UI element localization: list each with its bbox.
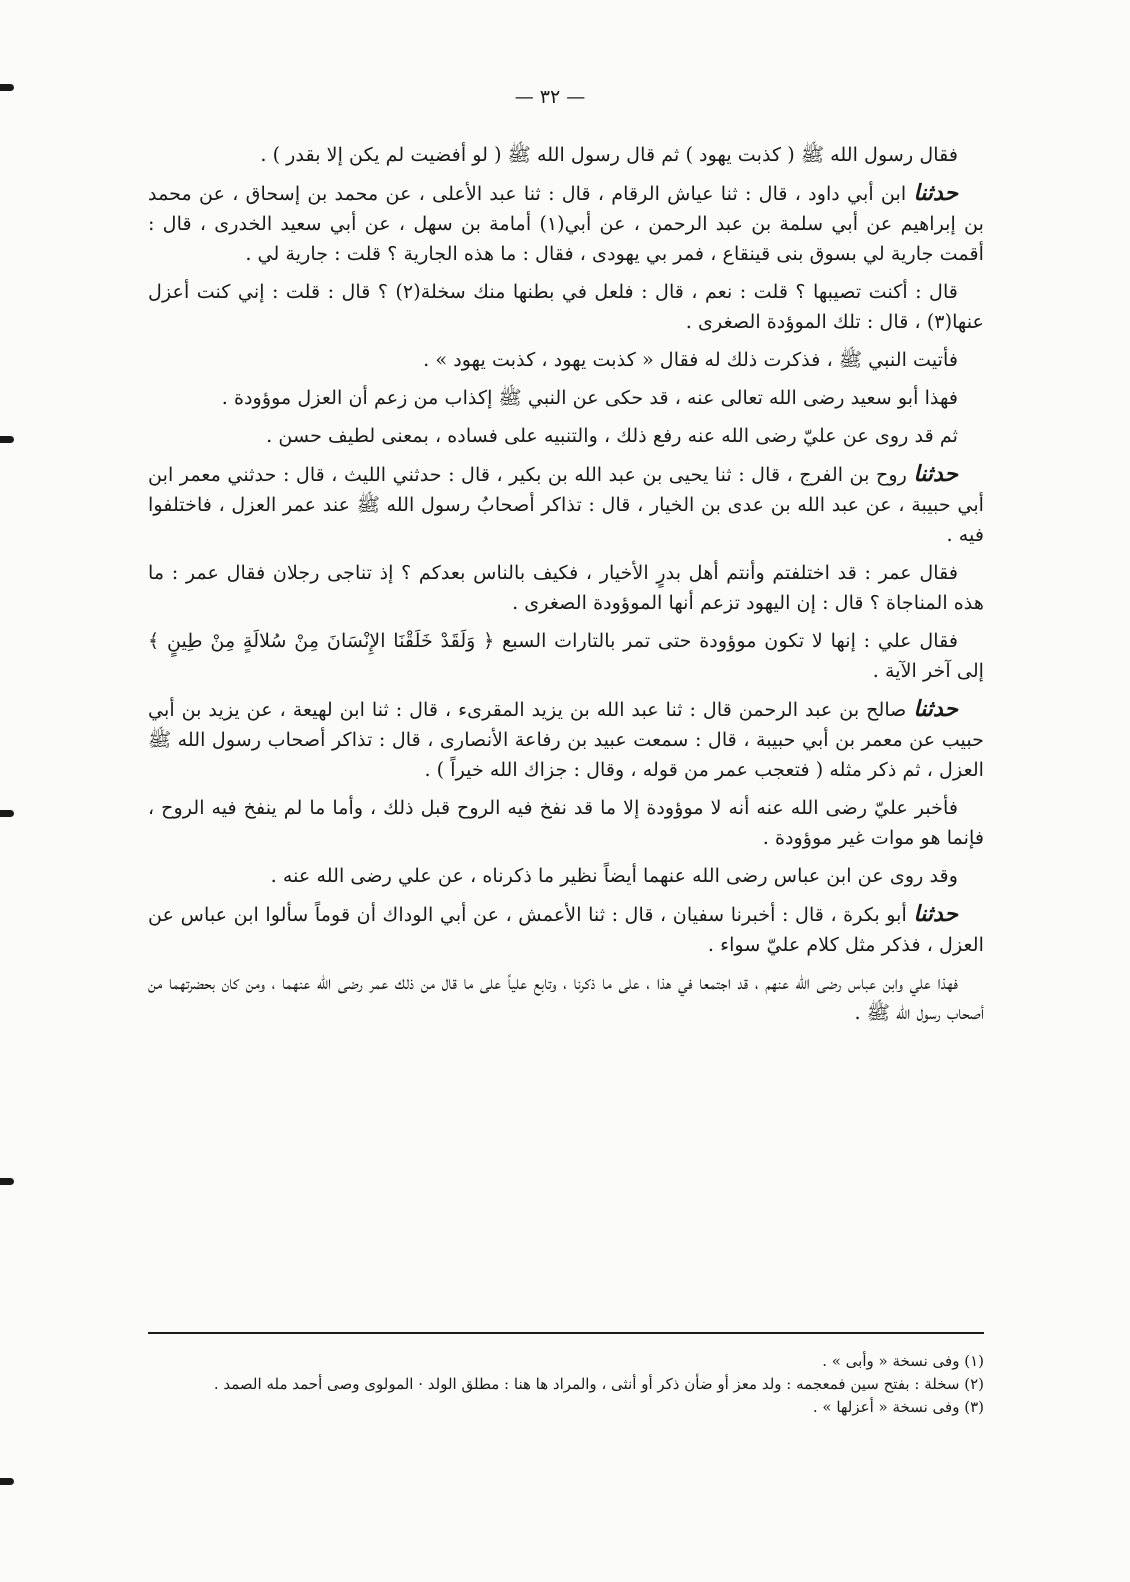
body-text bbox=[148, 140, 984, 1036]
footnote: (٢) سخلة : بفتح سين فمعجمه : ولد معز أو ضأن ذكر أو أنثى ، والمراد ها هنا : مطلق الولد · المولوى وصى أحمد مله الصمد . bbox=[213, 1375, 984, 1393]
paragraph: حدثنا أبو بكرة ، قال : أخبرنا سفيان ، قال : ثنا الأعمش ، عن أبي الوداك أن قوماً سألوا ابن عباس عن العزل ، فذكر مثل كلام عليّ سواء . bbox=[148, 901, 984, 956]
isnad-marker: حدثنا bbox=[913, 180, 958, 206]
paragraph: وقد روى عن ابن عباس رضى الله عنهما أيضاً نظير ما ذكرناه ، عن علي رضى الله عنه . bbox=[270, 864, 958, 887]
paragraph: فقال عمر : قد اختلفتم وأنتم أهل بدرٍ الأخيار ، فكيف بالناس بعدكم ؟ إذ تناجى رجلان فقال عمر : ما هذه المناجاة ؟ قال : إن اليهود تزعم أنها الموؤودة الصغرى . bbox=[148, 561, 984, 614]
paragraph: فأتيت النبي ﷺ ، فذكرت ذلك له فقال « كذبت يهود ، كذبت يهود » . bbox=[423, 348, 958, 371]
paragraph: حدثنا صالح بن عبد الرحمن قال : ثنا عبد الله بن يزيد المقرىء ، قال : ثنا ابن لهيعة ، عن يزيد بن أبي حبيب عن معمر بن أبي حبيبة ، قال : سمعت عبيد بن رفاعة الأنصارى ، قال : تذاكر أصحاب رسول الله ﷺ العزل ، ثم ذكر مثله ( فتعجب عمر من قوله ، وقال : جزاك الله خيراً ) . bbox=[148, 696, 984, 781]
scan-edge-mark bbox=[0, 1178, 14, 1185]
paragraph: فأخبر عليّ رضى الله عنه أنه لا موؤودة إلا ما قد نفخ فيه الروح قبل ذلك ، وأما ما لم ينفخ فيه الروح ، فإنما هو موات غير موؤودة . bbox=[148, 796, 984, 849]
paragraph: حدثنا ابن أبي داود ، قال : ثنا عياش الرقام ، قال : ثنا عبد الأعلى ، عن محمد بن إسحاق ، عن محمد بن إبراهيم عن أبي سلمة بن عبد الرحمن ، عن أبي(١) أمامة بن سهل ، عن أبي سعيد الخدرى ، قال : أقمت جارية لي بسوق بنى قينقاع ، فمر بي يهودى ، فقال : ما هذه الجارية ؟ قلت : جارية لي . bbox=[148, 180, 984, 265]
scan-edge-mark bbox=[0, 810, 14, 817]
scan-edge-mark bbox=[0, 1478, 14, 1485]
isnad-marker: حدثنا bbox=[913, 696, 959, 722]
paragraph: ثم قد روى عن عليّ رضى الله عنه رفع ذلك ، والتنبيه على فساده ، بمعنى لطيف حسن . bbox=[266, 424, 958, 447]
footnotes bbox=[148, 1350, 984, 1419]
footnote: (٣) وفى نسخة « أعزلها » . bbox=[812, 1398, 984, 1416]
footnote-separator bbox=[148, 1332, 984, 1334]
paragraph: فهذا أبو سعيد رضى الله تعالى عنه ، قد حكى عن النبي ﷺ إكذاب من زعم أن العزل موؤودة . bbox=[221, 386, 958, 409]
page-number: — ٣٢ — bbox=[514, 86, 586, 108]
paragraph: حدثنا روح بن الفرج ، قال : ثنا يحيى بن عبد الله بن بكير ، قال : حدثني الليث ، قال : حدثني معمر ابن أبي حبيبة ، عن عبد الله بن عدى بن الخيار ، قال : تذاكر أصحابُ رسول الله ﷺ عند عمر العزل ، فاختلفوا فيه . bbox=[148, 461, 984, 546]
footnote: (١) وفى نسخة « وأبى » . bbox=[822, 1352, 984, 1370]
scan-edge-mark bbox=[0, 436, 14, 443]
paragraph: فقال علي : إنها لا تكون موؤودة حتى تمر بالتارات السبع ﴿ وَلَقَدْ خَلَقْنَا الإِنْسَانَ مِنْ سُلالَةٍ مِنْ طِينٍ ﴾ إلى آخر الآية . bbox=[148, 629, 984, 682]
isnad-marker: حدثنا bbox=[913, 461, 958, 487]
paragraph: فهذا علي وابن عباس رضى الله عنهم ، قد اجتمعا في هذا ، على ما ذكرنا ، وتابع علياً على ما قال من ذلك عمر رضى الله عنهما ، ومن كان بحضرتهما من أصحاب رسول الله ﷺ . bbox=[148, 971, 984, 1024]
paragraph: قال : أكنت تصيبها ؟ قلت : نعم ، قال : فلعل في بطنها منك سخلة(٢) ؟ قال : قلت : إني كنت أعزل عنها(٣) ، قال : تلك الموؤدة الصغرى . bbox=[148, 280, 984, 333]
paragraph: فقال رسول الله ﷺ ( كذبت يهود ) ثم قال رسول الله ﷺ ( لو أفضيت لم يكن إلا بقدر ) . bbox=[260, 143, 958, 166]
isnad-marker: حدثنا bbox=[913, 901, 958, 927]
